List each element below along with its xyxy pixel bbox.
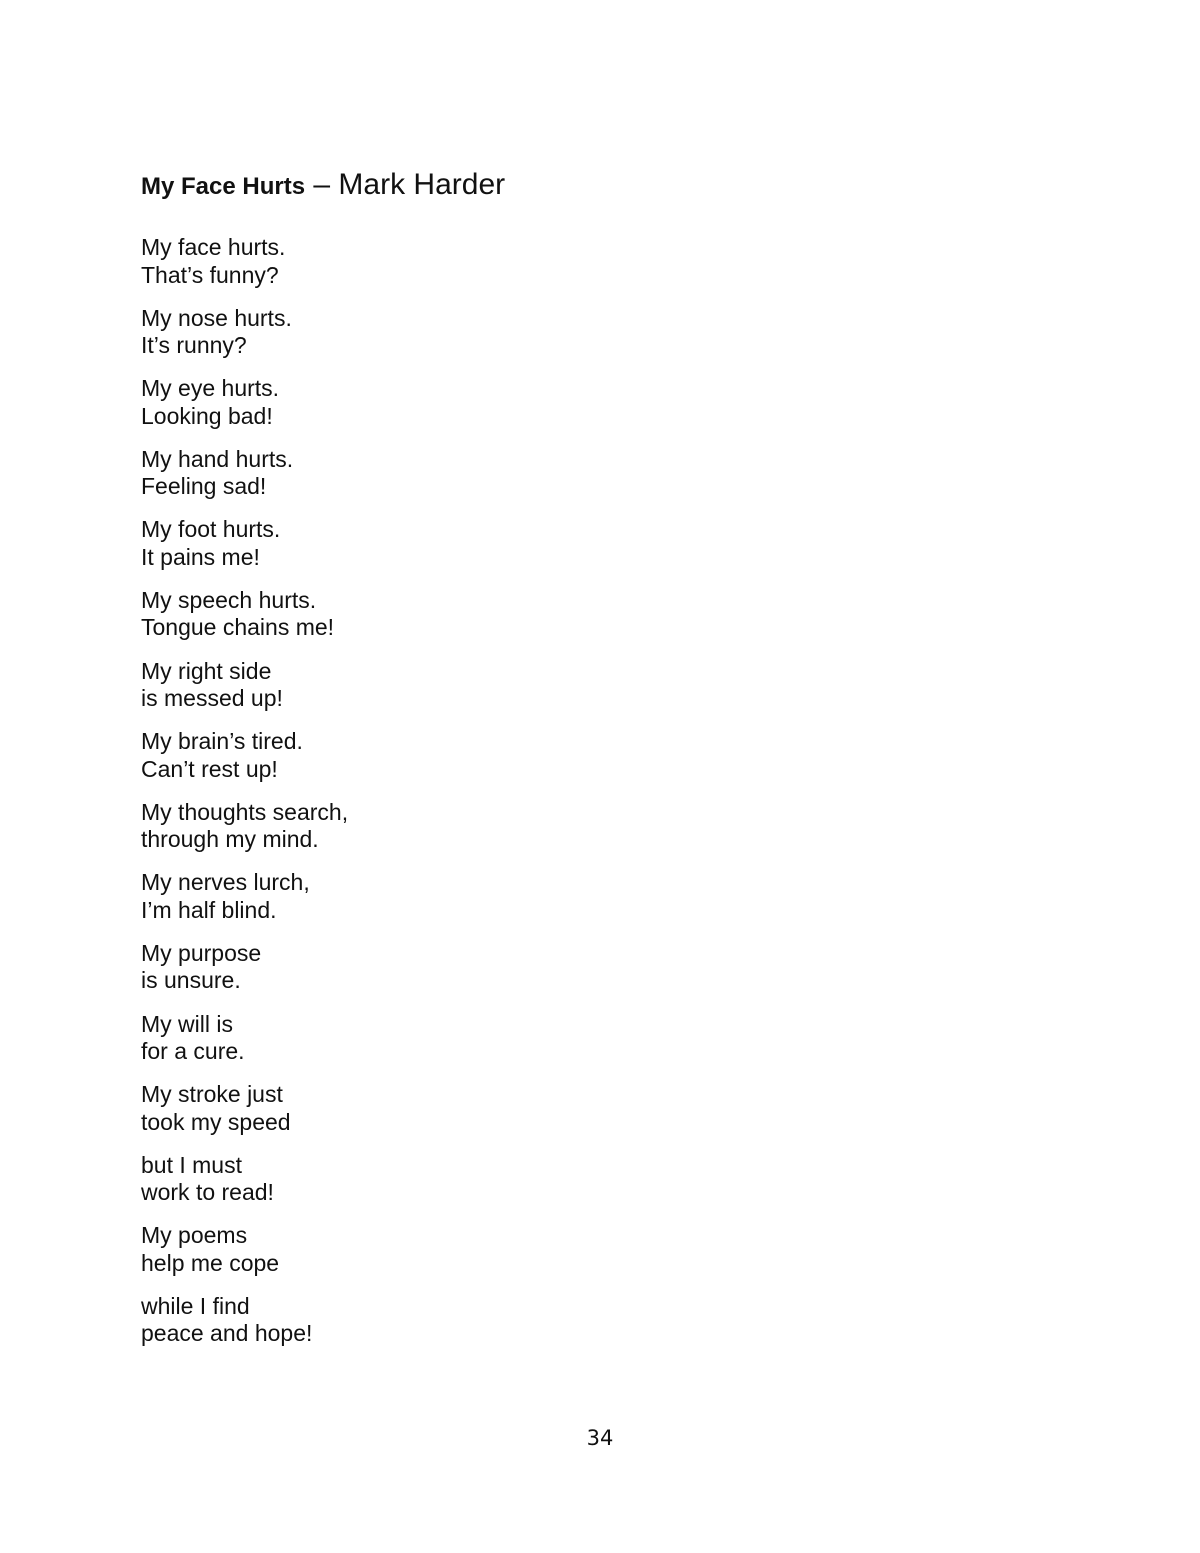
poem-line: help me cope: [141, 1249, 280, 1276]
poem-line: while I find: [141, 1292, 250, 1319]
stanza: [141, 234, 641, 305]
poem-line: That’s funny?: [141, 261, 279, 288]
poem-title-line: [141, 168, 505, 202]
stanza: [141, 799, 641, 870]
stanza: [141, 1081, 641, 1152]
poem-line: My foot hurts.: [141, 516, 281, 543]
poem-line: My speech hurts.: [141, 586, 317, 613]
poem-line: My hand hurts.: [141, 445, 294, 472]
page-number: 34: [586, 1426, 614, 1450]
poem-line: through my mind.: [141, 826, 319, 853]
poem-line: but I must: [141, 1151, 242, 1178]
stanza: [141, 305, 641, 376]
stanza: [141, 516, 641, 587]
poem-line: Can’t rest up!: [141, 755, 278, 782]
poem-line: It’s runny?: [141, 332, 247, 359]
poem-line: My thoughts search,: [141, 798, 349, 825]
stanza: [141, 587, 641, 658]
poem-line: My stroke just: [141, 1081, 283, 1108]
poem-line: My nose hurts.: [141, 304, 292, 331]
poem-line: Feeling sad!: [141, 473, 267, 500]
poem-author: – Mark Harder: [305, 168, 506, 201]
stanza: [141, 446, 641, 517]
poem-line: It pains me!: [141, 543, 260, 570]
stanza: [141, 658, 641, 729]
stanza: [141, 375, 641, 446]
poem-line: My right side: [141, 657, 272, 684]
poem-line: My poems: [141, 1222, 248, 1249]
poem-line: is messed up!: [141, 685, 283, 712]
stanza: [141, 1293, 641, 1364]
poem-title: My Face Hurts: [141, 173, 306, 200]
poem-line: My brain’s tired.: [141, 728, 303, 755]
stanza: [141, 728, 641, 799]
poem-line: My will is: [141, 1010, 233, 1037]
poem-line: for a cure.: [141, 1038, 245, 1065]
stanza: [141, 1152, 641, 1223]
poem-line: work to read!: [141, 1179, 274, 1206]
poem-line: took my speed: [141, 1108, 291, 1135]
poem-line: is unsure.: [141, 967, 241, 994]
poem-line: My face hurts.: [141, 234, 286, 260]
stanza: [141, 1222, 641, 1293]
poem-line: I’m half blind.: [141, 896, 277, 923]
poem-line: Tongue chains me!: [141, 614, 335, 641]
stanza: [141, 1011, 641, 1082]
poem-line: My purpose: [141, 939, 262, 966]
poem-line: Looking bad!: [141, 402, 273, 429]
poem-line: peace and hope!: [141, 1320, 313, 1347]
poem-body: [141, 234, 641, 1364]
stanza: [141, 869, 641, 940]
poem-line: My nerves lurch,: [141, 869, 310, 896]
stanza: [141, 940, 641, 1011]
poem-line: My eye hurts.: [141, 375, 280, 402]
